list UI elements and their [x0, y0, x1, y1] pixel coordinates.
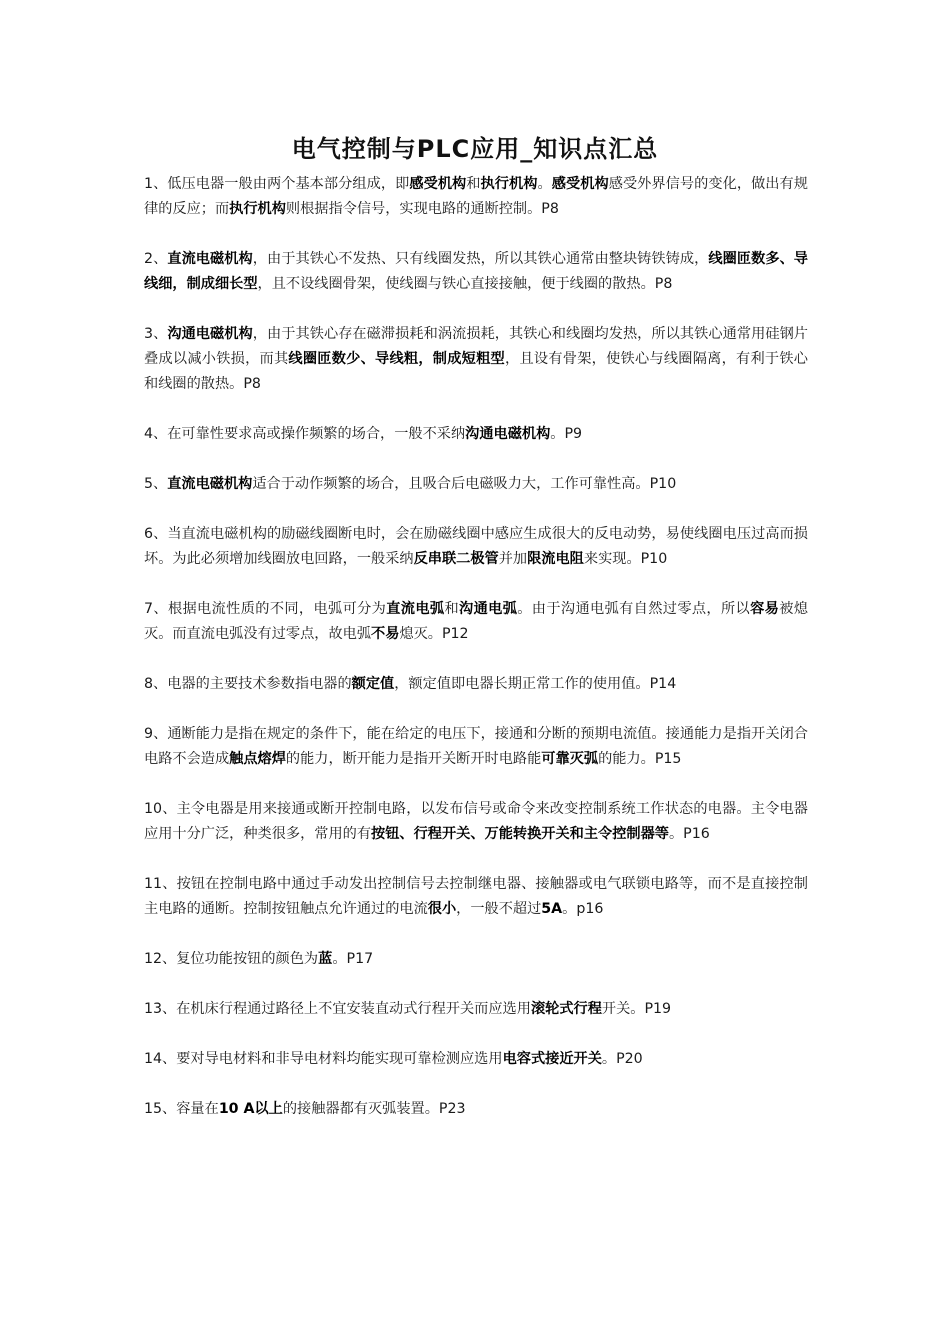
text-segment: 则根据指令信号，实现电路的通断控制。P8 — [285, 201, 559, 217]
text-segment: 感受外界信号的变化，做出有规律的反应；而 — [144, 176, 808, 217]
knowledge-point-10 — [144, 797, 808, 847]
text-segment: 和 — [444, 601, 460, 617]
knowledge-point-4 — [144, 422, 808, 447]
key-term: 不易 — [371, 626, 400, 642]
key-term: 5A — [541, 901, 563, 917]
key-term: 感受机构 — [551, 176, 609, 192]
text-segment: 的能力，断开能力是指开关断开时电路能 — [285, 751, 542, 767]
key-term: 触点熔焊 — [229, 751, 286, 767]
key-term: 容易 — [750, 601, 780, 617]
knowledge-point-3 — [144, 322, 808, 397]
text-segment: 5、 — [144, 476, 168, 492]
knowledge-point-14 — [144, 1047, 808, 1072]
key-term: 感受机构 — [409, 176, 467, 192]
knowledge-point-5 — [144, 472, 808, 497]
key-term: 可靠灭弧 — [541, 751, 599, 767]
text-segment: 10、主令电器是用来接通或断开控制电路，以发布信号或命令来改变控制系统工作状态的电器。主令电器应用十分广泛，种类很多，常用的有 — [144, 801, 808, 842]
key-term: 限流电阻 — [527, 551, 584, 567]
key-term: 电容式接近开关 — [502, 1051, 602, 1067]
key-term: 反串联二极管 — [413, 551, 499, 567]
key-term: 执行机构 — [480, 176, 538, 192]
text-segment: ，额定值即电器长期正常工作的使用值。P14 — [394, 676, 677, 692]
text-segment: 和 — [466, 176, 481, 192]
text-segment: ，一般不超过 — [456, 901, 542, 917]
key-term: 线圈匝数少、导线粗，制成短粗型 — [288, 351, 505, 367]
text-segment: ，由于其铁心不发热、只有线圈发热，所以其铁心通常由整块铸铁铸成， — [252, 251, 709, 267]
key-term: 蓝 — [318, 951, 333, 967]
text-segment: ，由于其铁心存在磁滞损耗和涡流损耗，其铁心和线圈均发热，所以其铁心通常用硅钢片叠成以减小铁损，而其 — [144, 326, 808, 367]
text-segment: 。P17 — [332, 951, 374, 967]
text-segment: 并加 — [498, 551, 528, 567]
knowledge-point-7 — [144, 597, 808, 647]
knowledge-point-12 — [144, 947, 808, 972]
knowledge-point-2 — [144, 247, 808, 297]
text-segment: 被熄灭。而直流电弧没有过零点，故电弧 — [144, 601, 808, 642]
text-segment: 13、在机床行程通过路径上不宜安装直动式行程开关而应选用 — [144, 1001, 531, 1017]
knowledge-point-15 — [144, 1097, 808, 1122]
key-term: 直流电弧 — [386, 601, 445, 617]
text-segment: 。p16 — [562, 901, 604, 917]
text-segment: 。P20 — [601, 1051, 643, 1067]
key-term: 很小 — [427, 901, 457, 917]
text-segment: 的接触器都有灭弧装置。P23 — [282, 1101, 466, 1117]
knowledge-point-6 — [144, 522, 808, 572]
document-title: 电气控制与PLC应用_知识点汇总 — [291, 135, 659, 163]
text-segment: ，且不设线圈骨架，使线圈与铁心直接接触，便于线圈的散热。P8 — [257, 276, 673, 292]
key-term: 直流电磁机构 — [167, 251, 253, 267]
key-term: 10 A以上 — [218, 1101, 283, 1117]
text-segment: 。P16 — [668, 826, 710, 842]
knowledge-point-9 — [144, 722, 808, 772]
text-segment: 1、低压电器一般由两个基本部分组成，即 — [144, 176, 410, 192]
text-segment: 熄灭。P12 — [399, 626, 469, 642]
key-term: 按钮、行程开关、万能转换开关和主令控制器等 — [371, 826, 669, 842]
knowledge-point-list — [144, 172, 808, 1147]
text-segment: 开关。P19 — [601, 1001, 672, 1017]
text-segment: 适合于动作频繁的场合，且吸合后电磁吸力大，工作可靠性高。P10 — [252, 476, 677, 492]
knowledge-point-8 — [144, 672, 808, 697]
knowledge-point-13 — [144, 997, 808, 1022]
key-term: 滚轮式行程 — [530, 1001, 602, 1017]
text-segment: 15、容量在 — [144, 1101, 219, 1117]
text-segment: 7、根据电流性质的不同，电弧可分为 — [144, 601, 387, 617]
key-term: 执行机构 — [229, 201, 286, 217]
text-segment: 。由于沟通电弧有自然过零点，所以 — [517, 601, 751, 617]
text-segment: 12、复位功能按钮的颜色为 — [144, 951, 319, 967]
text-segment: 。P9 — [550, 426, 583, 442]
text-segment: 9、通断能力是指在规定的条件下，能在给定的电压下，接通和分断的预期电流值。接通能力是指开关闭合电路不会造成 — [144, 726, 808, 767]
text-segment: 8、电器的主要技术参数指电器的 — [144, 676, 352, 692]
text-segment: 14、要对导电材料和非导电材料均能实现可靠检测应选用 — [144, 1051, 503, 1067]
text-segment: 来实现。P10 — [583, 551, 668, 567]
key-term: 沟通电弧 — [459, 601, 518, 617]
knowledge-point-11 — [144, 872, 808, 922]
text-segment: 的能力。P15 — [598, 751, 682, 767]
text-segment: 3、 — [144, 326, 168, 342]
key-term: 线圈匝数多、导线细，制成细长型 — [144, 251, 808, 292]
key-term: 沟通电磁机构 — [465, 426, 551, 442]
text-segment: 2、 — [144, 251, 168, 267]
key-term: 沟通电磁机构 — [167, 326, 253, 342]
text-segment: 6、当直流电磁机构的励磁线圈断电时，会在励磁线圈中感应生成很大的反电动势，易使线圈电压过高而损坏。为此必须增加线圈放电回路，一般采纳 — [144, 526, 808, 567]
text-segment: 4、在可靠性要求高或操作频繁的场合，一般不采纳 — [144, 426, 466, 442]
text-segment: ，且设有骨架，使铁心与线圈隔离，有利于铁心和线圈的散热。P8 — [144, 351, 808, 392]
knowledge-point-1 — [144, 172, 808, 222]
key-term: 额定值 — [351, 676, 395, 692]
key-term: 直流电磁机构 — [167, 476, 253, 492]
text-segment: 11、按钮在控制电路中通过手动发出控制信号去控制继电器、接触器或电气联锁电路等，而不是直接控制主电路的通断。控制按钮触点允许通过的电流 — [144, 876, 808, 917]
text-segment: 。 — [537, 176, 552, 192]
